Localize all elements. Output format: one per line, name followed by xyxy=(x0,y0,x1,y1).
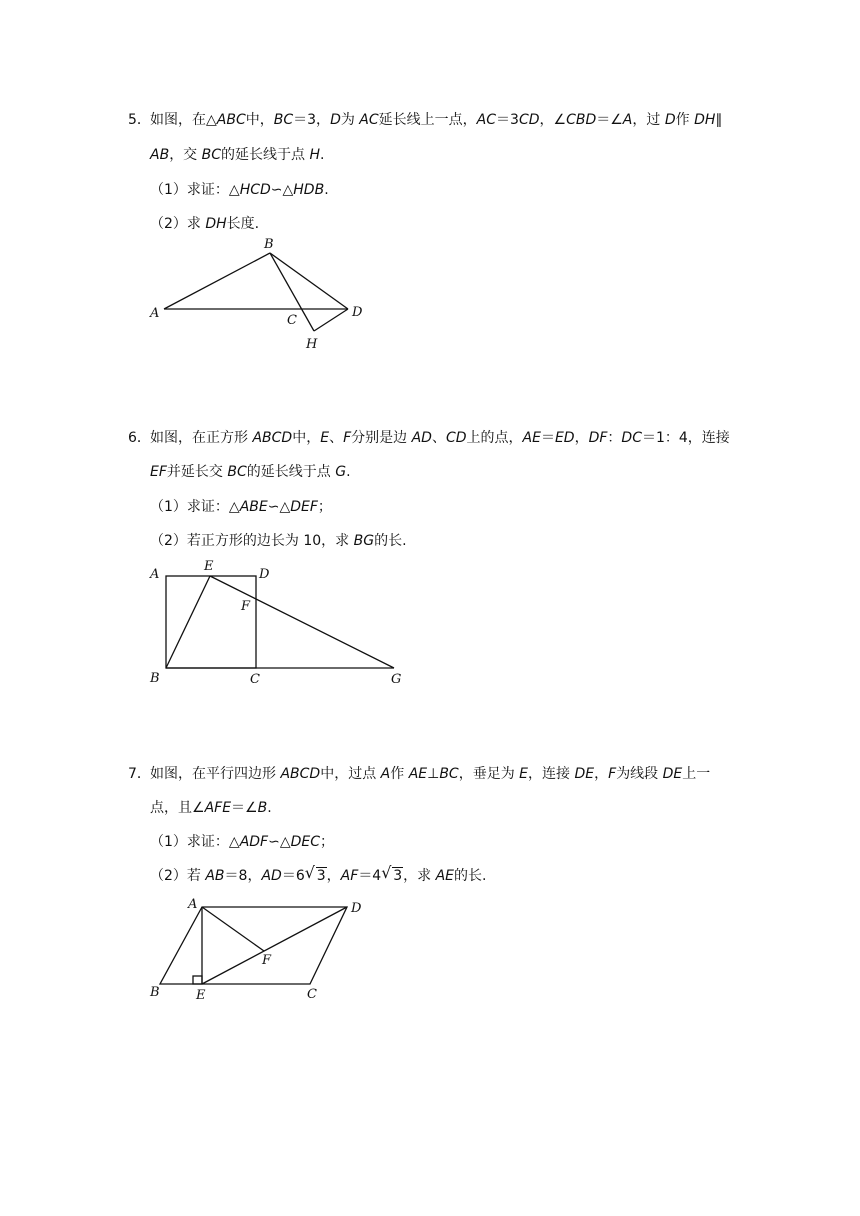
math-variable: DE xyxy=(574,766,595,782)
text-run: . xyxy=(324,182,329,198)
text-run: ，连接 xyxy=(528,766,575,782)
math-variable: ABCD xyxy=(280,766,321,782)
text-run: ＝3， xyxy=(293,112,331,128)
math-variable: AF xyxy=(340,868,359,884)
text-run: ＝6 xyxy=(281,868,305,884)
q6-label-f: F xyxy=(241,599,251,614)
q7-number: 7． xyxy=(128,766,151,782)
text-run: ∽△ xyxy=(268,834,291,850)
text-run: ， xyxy=(326,868,341,884)
text-run: ∽△ xyxy=(267,499,291,515)
text-run: 的延长线于点 xyxy=(246,464,336,480)
q7-segment-af xyxy=(202,907,264,951)
math-variable: AE xyxy=(522,430,541,446)
math-variable: BC xyxy=(439,766,459,782)
text-run: 的长. xyxy=(374,533,407,549)
text-run: 、 xyxy=(431,430,446,446)
text-run: 如图，在正方形 xyxy=(150,430,253,446)
math-variable: ABE xyxy=(239,499,268,515)
q5-label-h: H xyxy=(306,337,318,352)
math-variable: B xyxy=(257,800,268,816)
text-run: （1）求证：△ xyxy=(150,182,240,198)
text-run: ，求 xyxy=(403,868,436,884)
q5-label-b: B xyxy=(264,237,274,252)
math-variable: BG xyxy=(353,533,375,549)
text-run: ， xyxy=(574,430,589,446)
text-run: （2）求 xyxy=(150,216,206,232)
text-run: 并延长交 xyxy=(166,464,228,480)
q7-label-c: C xyxy=(307,987,317,1002)
text-run: ： xyxy=(607,430,622,446)
text-run: 中， xyxy=(245,112,274,128)
q7-right-angle-mark xyxy=(193,976,202,984)
math-variable: BC xyxy=(201,147,222,163)
text-run: ＝3 xyxy=(496,112,519,128)
text-run: ＝4 xyxy=(358,868,382,884)
q5-label-d: D xyxy=(352,305,363,320)
text-run: ； xyxy=(320,834,335,850)
sqrt-radical: √ 3 xyxy=(381,863,403,884)
q7-label-f: F xyxy=(262,953,272,968)
math-variable: D xyxy=(330,112,341,128)
math-variable: G xyxy=(335,464,347,480)
text-run: （2）若正方形的边长为 10，求 xyxy=(150,533,354,549)
text-run: . xyxy=(267,800,272,816)
q7-label-a: A xyxy=(188,897,198,912)
math-variable: E xyxy=(320,430,330,446)
math-variable: AB xyxy=(150,147,170,163)
math-variable: BC xyxy=(227,464,247,480)
text-run: 的长. xyxy=(454,868,487,884)
q6-label-c: C xyxy=(250,672,260,687)
text-run: 长度. xyxy=(226,216,260,232)
text-run: 作 xyxy=(390,766,409,782)
text-run: ＝1：4，连接 xyxy=(641,430,730,446)
math-variable: H xyxy=(309,147,321,163)
text-run: 分别是边 xyxy=(351,430,412,446)
math-variable: HDB xyxy=(293,182,325,198)
math-variable: HCD xyxy=(239,182,271,198)
math-variable: ED xyxy=(554,430,575,446)
math-variable: AB xyxy=(205,868,225,884)
math-variable: AC xyxy=(476,112,497,128)
q6-label-e: E xyxy=(204,559,214,574)
math-variable: A xyxy=(380,766,391,782)
text-run: ，垂足为 xyxy=(458,766,520,782)
q7-label-b: B xyxy=(150,985,160,1000)
math-variable: E xyxy=(519,766,529,782)
q6-number: 6． xyxy=(128,430,151,446)
text-run: 、 xyxy=(329,430,344,446)
text-run: ， xyxy=(594,766,609,782)
text-run: ＝∠ xyxy=(231,800,258,816)
text-run: 中，过点 xyxy=(320,766,381,782)
math-variable: CD xyxy=(445,430,467,446)
q6-label-a: A xyxy=(150,567,160,582)
sqrt-radical: √ 3 xyxy=(304,863,326,884)
q6-label-g: G xyxy=(391,672,402,687)
text-run: . xyxy=(346,464,351,480)
text-run: ＝8， xyxy=(224,868,262,884)
text-run: 为 xyxy=(340,112,360,128)
math-variable: AE xyxy=(408,766,428,782)
q5-number: 5． xyxy=(128,112,151,128)
text-run: （1）求证：△ xyxy=(150,499,240,515)
text-run: （1）求证：△ xyxy=(150,834,240,850)
text-run: 中， xyxy=(292,430,321,446)
q7-label-d: D xyxy=(351,901,362,916)
text-run: ∽△ xyxy=(270,182,294,198)
text-run: 为线段 xyxy=(616,766,663,782)
text-run: 如图，在△ xyxy=(150,112,217,128)
text-run: ∥ xyxy=(715,112,723,128)
math-variable: DE xyxy=(662,766,683,782)
text-run: 的延长线于点 xyxy=(221,147,310,163)
q5-label-a: A xyxy=(150,306,160,321)
math-variable: DH xyxy=(694,112,716,128)
text-run: ，交 xyxy=(169,147,202,163)
text-run: 上的点， xyxy=(466,430,523,446)
q7-parallelogram xyxy=(160,907,347,984)
math-variable: AD xyxy=(261,868,282,884)
text-run: 延长线上一点， xyxy=(378,112,477,128)
math-variable: DEC xyxy=(290,834,321,850)
text-run: 作 xyxy=(675,112,695,128)
q6-label-d: D xyxy=(259,567,270,582)
math-variable: AC xyxy=(359,112,379,128)
math-variable: A xyxy=(622,112,633,128)
text-run: （2）若 xyxy=(150,868,206,884)
math-variable: ADF xyxy=(239,834,269,850)
text-run: ，过 xyxy=(632,112,665,128)
math-variable: DH xyxy=(205,216,227,232)
math-variable: F xyxy=(608,766,617,782)
math-variable: BC xyxy=(273,112,294,128)
text-run: ⊥ xyxy=(427,766,440,782)
text-run: ＝ xyxy=(540,430,555,446)
text-run: ＝∠ xyxy=(596,112,623,128)
text-run: 如图，在平行四边形 xyxy=(150,766,281,782)
math-variable: F xyxy=(343,430,352,446)
text-run: ； xyxy=(317,499,332,515)
math-variable: ABC xyxy=(216,112,246,128)
math-variable: DF xyxy=(588,430,608,446)
q7-segment-ed xyxy=(202,907,347,984)
math-variable: DC xyxy=(621,430,642,446)
math-variable: AE xyxy=(435,868,455,884)
q5-label-c: C xyxy=(287,313,297,328)
math-variable: CBD xyxy=(566,112,597,128)
text-run: 上一 xyxy=(682,766,711,782)
math-variable: AFE xyxy=(204,800,232,816)
math-variable: ABCD xyxy=(252,430,293,446)
q6-label-b: B xyxy=(150,671,160,686)
math-variable: EF xyxy=(150,464,167,480)
math-variable: CD xyxy=(518,112,540,128)
q7-label-e: E xyxy=(196,988,206,1003)
text-run: . xyxy=(320,147,325,163)
math-variable: DEF xyxy=(290,499,318,515)
math-variable: AD xyxy=(411,430,432,446)
text-run: ，∠ xyxy=(539,112,567,128)
text-run: 点，且∠ xyxy=(150,800,205,816)
math-variable: D xyxy=(664,112,676,128)
